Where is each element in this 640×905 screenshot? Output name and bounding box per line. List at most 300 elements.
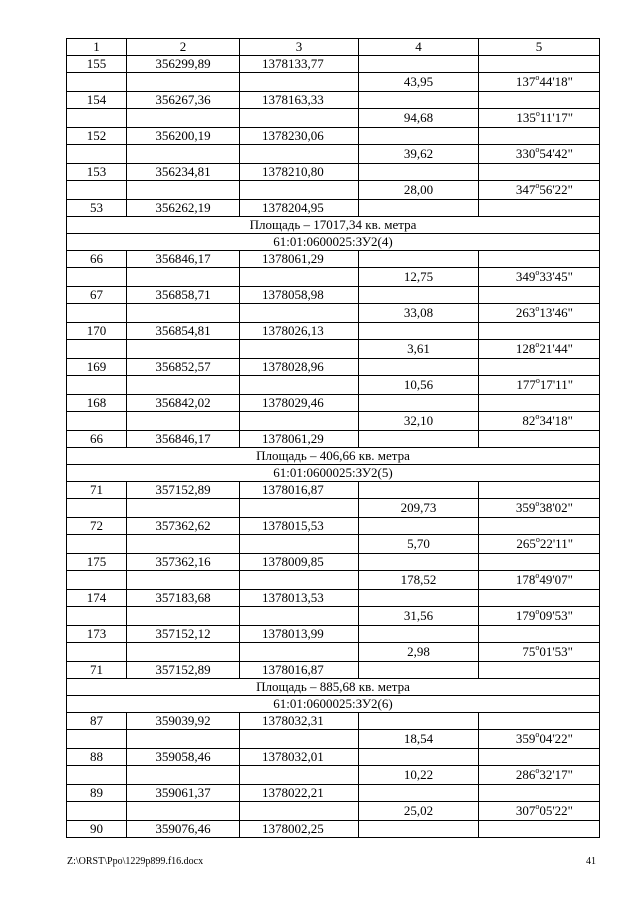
empty-cell [127, 412, 240, 431]
empty-cell [67, 376, 127, 395]
angle-minutes-seconds: 34'18" [539, 413, 573, 428]
empty-cell [479, 287, 600, 304]
empty-cell [359, 554, 479, 571]
segment-row [67, 571, 600, 590]
empty-cell [240, 145, 359, 164]
point-number: 89 [67, 785, 127, 802]
point-row [67, 821, 600, 838]
empty-cell [479, 323, 600, 340]
angle-minutes-seconds: 01'53" [539, 644, 573, 659]
empty-cell [359, 749, 479, 766]
coordinate-x: 357152,89 [127, 482, 240, 499]
degree-mark: o [535, 801, 540, 811]
coordinate-x: 356846,17 [127, 431, 240, 448]
empty-cell [240, 109, 359, 128]
empty-cell [479, 554, 600, 571]
empty-cell [127, 181, 240, 200]
angle-degrees: 307 [515, 803, 536, 818]
segment-row [67, 73, 600, 92]
empty-cell [67, 766, 127, 785]
empty-cell [127, 607, 240, 626]
section-label: 61:01:0600025:ЗУ2(5) [67, 465, 600, 482]
empty-cell [127, 145, 240, 164]
point-number: 67 [67, 287, 127, 304]
empty-cell [127, 535, 240, 554]
empty-cell [67, 571, 127, 590]
coordinate-y: 1378204,95 [240, 200, 359, 217]
coordinate-y: 1378015,53 [240, 518, 359, 535]
empty-cell [67, 304, 127, 323]
empty-cell [127, 802, 240, 821]
point-row [67, 785, 600, 802]
angle-minutes-seconds: 33'45" [539, 269, 573, 284]
empty-cell [359, 662, 479, 679]
segment-row [67, 181, 600, 200]
empty-cell [127, 643, 240, 662]
header-cell: 5 [479, 39, 600, 56]
empty-cell [359, 518, 479, 535]
empty-cell [127, 766, 240, 785]
point-row [67, 626, 600, 643]
coordinate-x: 357362,16 [127, 554, 240, 571]
segment-row [67, 535, 600, 554]
point-number: 71 [67, 662, 127, 679]
direction-angle [479, 802, 600, 821]
empty-cell [240, 535, 359, 554]
coordinate-y: 1378016,87 [240, 662, 359, 679]
segment-length: 33,08 [359, 304, 479, 323]
point-row [67, 251, 600, 268]
angle-degrees: 286 [515, 767, 536, 782]
direction-angle [479, 340, 600, 359]
point-number: 71 [67, 482, 127, 499]
point-number: 155 [67, 56, 127, 73]
coordinate-x: 359076,46 [127, 821, 240, 838]
direction-angle [479, 766, 600, 785]
section-row [67, 465, 600, 482]
section-row [67, 234, 600, 251]
angle-minutes-seconds: 11'17" [539, 110, 573, 125]
direction-angle [479, 376, 600, 395]
coordinate-y: 1378016,87 [240, 482, 359, 499]
coordinate-x: 357183,68 [127, 590, 240, 607]
coordinate-x: 356842,02 [127, 395, 240, 412]
section-label: 61:01:0600025:ЗУ2(6) [67, 696, 600, 713]
angle-minutes-seconds: 04'22" [539, 731, 573, 746]
point-row [67, 359, 600, 376]
angle-degrees: 349 [515, 269, 536, 284]
empty-cell [67, 607, 127, 626]
angle-minutes-seconds: 13'46" [539, 305, 573, 320]
angle-minutes-seconds: 32'17" [539, 767, 573, 782]
direction-angle [479, 535, 600, 554]
direction-angle [479, 73, 600, 92]
direction-angle [479, 643, 600, 662]
segment-length: 39,62 [359, 145, 479, 164]
coordinate-x: 359061,37 [127, 785, 240, 802]
empty-cell [359, 287, 479, 304]
segment-row [67, 412, 600, 431]
direction-angle [479, 109, 600, 128]
angle-degrees: 347 [515, 182, 536, 197]
empty-cell [67, 268, 127, 287]
segment-row [67, 304, 600, 323]
empty-cell [127, 499, 240, 518]
point-number: 153 [67, 164, 127, 181]
degree-mark: o [535, 339, 540, 349]
empty-cell [240, 643, 359, 662]
angle-degrees: 82 [522, 413, 536, 428]
point-number: 66 [67, 251, 127, 268]
empty-cell [479, 164, 600, 181]
segment-row [67, 607, 600, 626]
point-row [67, 662, 600, 679]
empty-cell [359, 626, 479, 643]
segment-length: 94,68 [359, 109, 479, 128]
empty-cell [359, 482, 479, 499]
angle-minutes-seconds: 38'02" [539, 500, 573, 515]
segment-length: 10,22 [359, 766, 479, 785]
coordinate-x: 359058,46 [127, 749, 240, 766]
section-row [67, 679, 600, 696]
empty-cell [67, 181, 127, 200]
empty-cell [359, 590, 479, 607]
empty-cell [479, 518, 600, 535]
degree-mark: o [535, 411, 540, 421]
empty-cell [479, 590, 600, 607]
point-row [67, 431, 600, 448]
empty-cell [240, 730, 359, 749]
coordinate-y: 1378028,96 [240, 359, 359, 376]
empty-cell [67, 802, 127, 821]
empty-cell [67, 412, 127, 431]
point-row [67, 554, 600, 571]
direction-angle [479, 268, 600, 287]
header-row [67, 39, 600, 56]
empty-cell [479, 128, 600, 145]
segment-length: 178,52 [359, 571, 479, 590]
angle-degrees: 359 [515, 731, 536, 746]
empty-cell [67, 73, 127, 92]
empty-cell [127, 376, 240, 395]
empty-cell [240, 766, 359, 785]
empty-cell [240, 73, 359, 92]
segment-length: 43,95 [359, 73, 479, 92]
empty-cell [240, 571, 359, 590]
angle-minutes-seconds: 22'11" [539, 536, 573, 551]
coordinate-y: 1378230,06 [240, 128, 359, 145]
header-cell: 1 [67, 39, 127, 56]
section-label: Площадь – 17017,34 кв. метра [67, 217, 600, 234]
angle-degrees: 128 [515, 341, 536, 356]
coordinate-y: 1378210,80 [240, 164, 359, 181]
empty-cell [359, 431, 479, 448]
direction-angle [479, 607, 600, 626]
degree-mark: o [535, 267, 540, 277]
empty-cell [127, 268, 240, 287]
empty-cell [359, 713, 479, 730]
coordinate-x: 356262,19 [127, 200, 240, 217]
empty-cell [240, 340, 359, 359]
segment-length: 18,54 [359, 730, 479, 749]
point-row [67, 56, 600, 73]
coordinate-y: 1378032,31 [240, 713, 359, 730]
angle-minutes-seconds: 17'11" [539, 377, 573, 392]
page-number: 41 [586, 856, 596, 867]
empty-cell [359, 359, 479, 376]
empty-cell [359, 323, 479, 340]
empty-cell [240, 304, 359, 323]
empty-cell [127, 109, 240, 128]
direction-angle [479, 499, 600, 518]
empty-cell [359, 785, 479, 802]
empty-cell [359, 395, 479, 412]
empty-cell [479, 56, 600, 73]
point-row [67, 395, 600, 412]
empty-cell [67, 340, 127, 359]
coordinate-y: 1378061,29 [240, 251, 359, 268]
segment-row [67, 109, 600, 128]
point-row [67, 713, 600, 730]
direction-angle [479, 304, 600, 323]
angle-minutes-seconds: 09'53" [539, 608, 573, 623]
empty-cell [67, 145, 127, 164]
empty-cell [359, 128, 479, 145]
angle-minutes-seconds: 49'07" [539, 572, 573, 587]
empty-cell [127, 73, 240, 92]
header-cell: 4 [359, 39, 479, 56]
point-row [67, 749, 600, 766]
point-number: 53 [67, 200, 127, 217]
empty-cell [359, 821, 479, 838]
segment-row [67, 376, 600, 395]
empty-cell [67, 643, 127, 662]
degree-mark: o [535, 534, 540, 544]
point-number: 72 [67, 518, 127, 535]
coordinate-y: 1378009,85 [240, 554, 359, 571]
segment-length: 2,98 [359, 643, 479, 662]
segment-row [67, 766, 600, 785]
angle-degrees: 137 [515, 74, 536, 89]
segment-length: 209,73 [359, 499, 479, 518]
coordinate-x: 357152,89 [127, 662, 240, 679]
coordinate-x: 356846,17 [127, 251, 240, 268]
angle-degrees: 330 [515, 146, 536, 161]
segment-row [67, 268, 600, 287]
angle-degrees: 263 [515, 305, 536, 320]
direction-angle [479, 730, 600, 749]
coordinate-x: 356267,36 [127, 92, 240, 109]
segment-length: 5,70 [359, 535, 479, 554]
point-number: 154 [67, 92, 127, 109]
degree-mark: o [535, 765, 540, 775]
empty-cell [240, 499, 359, 518]
segment-length: 10,56 [359, 376, 479, 395]
degree-mark: o [535, 72, 540, 82]
point-row [67, 164, 600, 181]
angle-minutes-seconds: 56'22" [539, 182, 573, 197]
coordinate-x: 357152,12 [127, 626, 240, 643]
coordinate-y: 1378133,77 [240, 56, 359, 73]
degree-mark: o [535, 729, 540, 739]
coordinate-y: 1378061,29 [240, 431, 359, 448]
segment-row [67, 730, 600, 749]
degree-mark: o [535, 642, 540, 652]
empty-cell [479, 200, 600, 217]
coordinate-y: 1378022,21 [240, 785, 359, 802]
point-row [67, 590, 600, 607]
coordinate-x: 356854,81 [127, 323, 240, 340]
empty-cell [67, 109, 127, 128]
empty-cell [240, 607, 359, 626]
angle-degrees: 359 [515, 500, 536, 515]
segment-length: 12,75 [359, 268, 479, 287]
point-number: 173 [67, 626, 127, 643]
degree-mark: o [535, 606, 540, 616]
empty-cell [240, 802, 359, 821]
direction-angle [479, 412, 600, 431]
segment-row [67, 340, 600, 359]
empty-cell [67, 499, 127, 518]
empty-cell [359, 251, 479, 268]
point-number: 170 [67, 323, 127, 340]
empty-cell [479, 251, 600, 268]
footer-file-path: Z:\ORST\Ppo\1229p899.f16.docx [67, 856, 204, 867]
point-row [67, 482, 600, 499]
angle-degrees: 179 [515, 608, 536, 623]
point-number: 87 [67, 713, 127, 730]
section-label: 61:01:0600025:ЗУ2(4) [67, 234, 600, 251]
point-number: 168 [67, 395, 127, 412]
empty-cell [479, 482, 600, 499]
segment-length: 3,61 [359, 340, 479, 359]
angle-degrees: 177 [516, 377, 536, 392]
empty-cell [479, 626, 600, 643]
angle-degrees: 265 [516, 536, 536, 551]
empty-cell [240, 181, 359, 200]
degree-mark: o [535, 144, 540, 154]
direction-angle [479, 145, 600, 164]
segment-row [67, 643, 600, 662]
degree-mark: o [535, 498, 540, 508]
segment-row [67, 499, 600, 518]
empty-cell [479, 662, 600, 679]
point-row [67, 287, 600, 304]
point-number: 174 [67, 590, 127, 607]
point-row [67, 200, 600, 217]
section-label: Площадь – 406,66 кв. метра [67, 448, 600, 465]
angle-minutes-seconds: 05'22" [539, 803, 573, 818]
segment-length: 31,56 [359, 607, 479, 626]
segment-length: 28,00 [359, 181, 479, 200]
angle-minutes-seconds: 54'42" [539, 146, 573, 161]
direction-angle [479, 181, 600, 200]
empty-cell [359, 200, 479, 217]
coordinate-y: 1378013,99 [240, 626, 359, 643]
coordinate-y: 1378002,25 [240, 821, 359, 838]
degree-mark: o [535, 180, 540, 190]
empty-cell [359, 164, 479, 181]
segment-length: 32,10 [359, 412, 479, 431]
point-number: 169 [67, 359, 127, 376]
point-row [67, 518, 600, 535]
empty-cell [67, 535, 127, 554]
coordinate-x: 357362,62 [127, 518, 240, 535]
coordinates-table [66, 38, 600, 838]
coordinate-y: 1378058,98 [240, 287, 359, 304]
angle-degrees: 135 [516, 110, 536, 125]
section-label: Площадь – 885,68 кв. метра [67, 679, 600, 696]
coordinate-x: 359039,92 [127, 713, 240, 730]
empty-cell [240, 412, 359, 431]
angle-degrees: 178 [515, 572, 536, 587]
empty-cell [127, 730, 240, 749]
point-row [67, 128, 600, 145]
header-cell: 2 [127, 39, 240, 56]
empty-cell [479, 749, 600, 766]
coordinate-y: 1378163,33 [240, 92, 359, 109]
degree-mark: o [535, 570, 540, 580]
coordinate-x: 356200,19 [127, 128, 240, 145]
empty-cell [127, 340, 240, 359]
degree-mark: o [535, 108, 540, 118]
empty-cell [479, 821, 600, 838]
angle-degrees: 75 [522, 644, 536, 659]
point-number: 66 [67, 431, 127, 448]
angle-minutes-seconds: 21'44" [539, 341, 573, 356]
coordinate-x: 356858,71 [127, 287, 240, 304]
empty-cell [240, 376, 359, 395]
empty-cell [127, 571, 240, 590]
degree-mark: o [535, 375, 540, 385]
coordinate-y: 1378026,13 [240, 323, 359, 340]
coordinate-x: 356852,57 [127, 359, 240, 376]
coordinate-y: 1378032,01 [240, 749, 359, 766]
coordinate-x: 356299,89 [127, 56, 240, 73]
segment-row [67, 802, 600, 821]
coordinate-x: 356234,81 [127, 164, 240, 181]
empty-cell [479, 92, 600, 109]
header-cell: 3 [240, 39, 359, 56]
angle-minutes-seconds: 44'18" [539, 74, 573, 89]
empty-cell [127, 304, 240, 323]
empty-cell [479, 713, 600, 730]
empty-cell [479, 395, 600, 412]
degree-mark: o [535, 303, 540, 313]
empty-cell [479, 359, 600, 376]
empty-cell [479, 431, 600, 448]
direction-angle [479, 571, 600, 590]
section-row [67, 448, 600, 465]
point-number: 175 [67, 554, 127, 571]
coordinate-y: 1378013,53 [240, 590, 359, 607]
empty-cell [479, 785, 600, 802]
point-number: 90 [67, 821, 127, 838]
section-row [67, 217, 600, 234]
empty-cell [67, 730, 127, 749]
segment-row [67, 145, 600, 164]
empty-cell [240, 268, 359, 287]
segment-length: 25,02 [359, 802, 479, 821]
point-number: 88 [67, 749, 127, 766]
empty-cell [359, 92, 479, 109]
point-row [67, 92, 600, 109]
empty-cell [359, 56, 479, 73]
point-row [67, 323, 600, 340]
section-row [67, 696, 600, 713]
point-number: 152 [67, 128, 127, 145]
coordinate-y: 1378029,46 [240, 395, 359, 412]
